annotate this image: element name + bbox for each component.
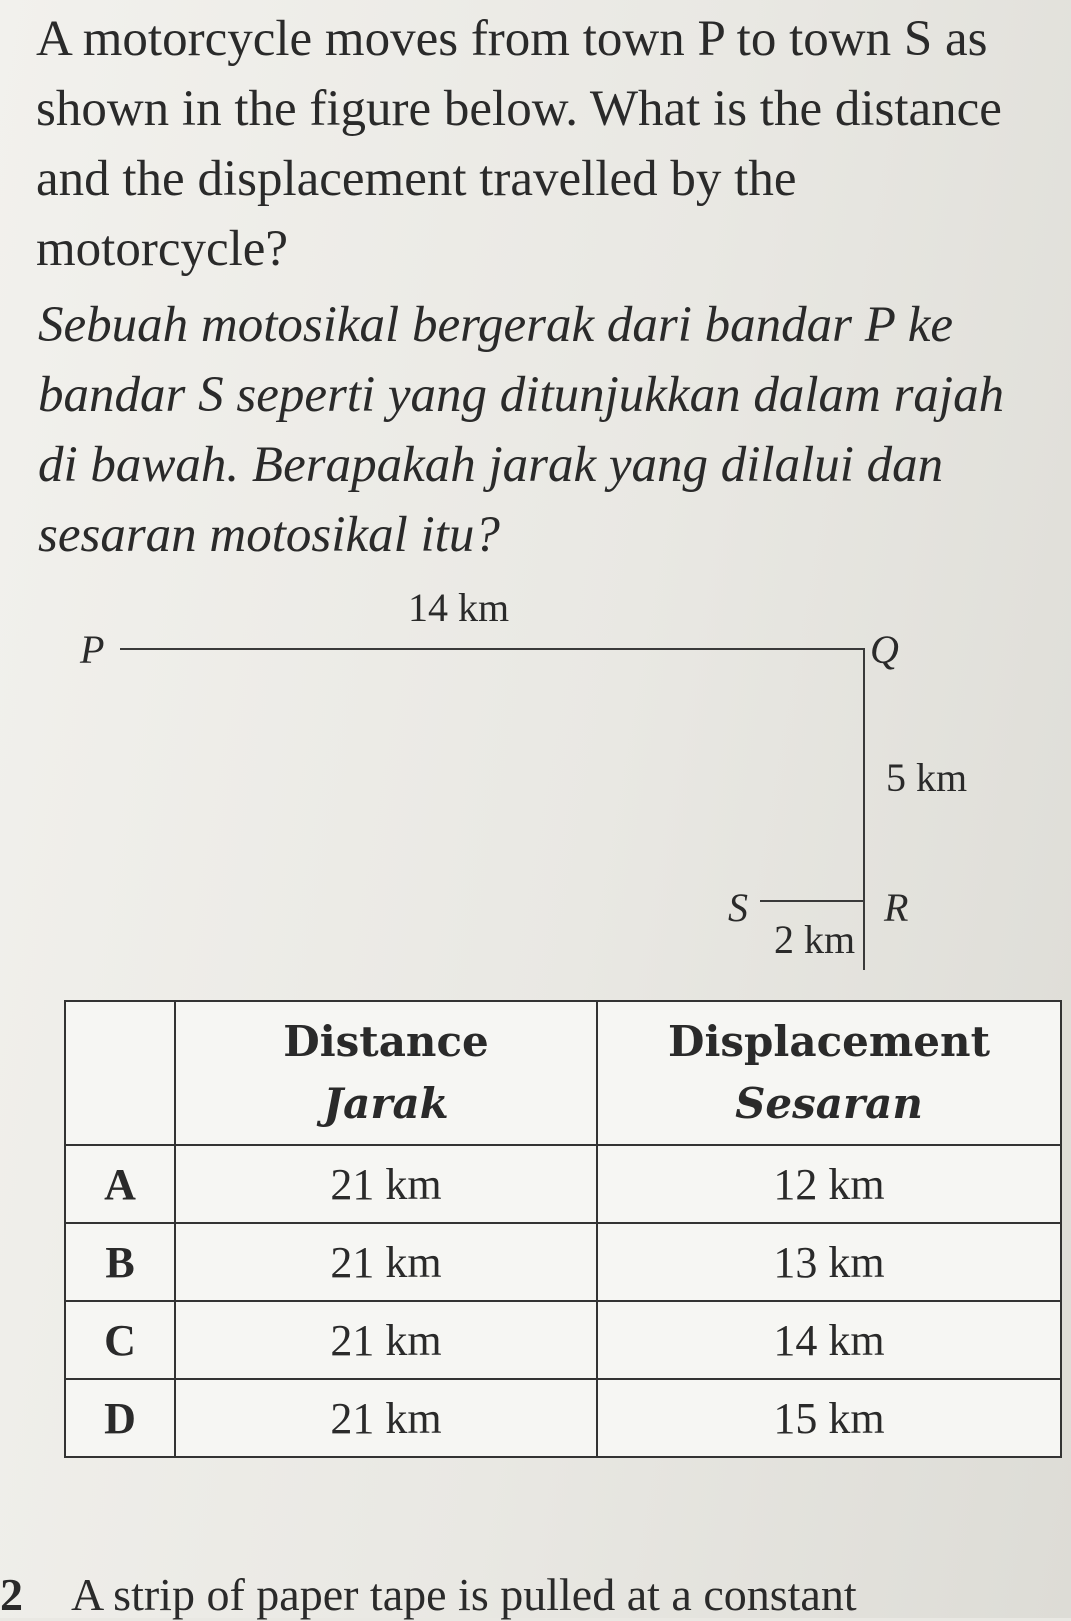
edge-qr (863, 648, 865, 970)
header-displacement (597, 1001, 1061, 1145)
option-displacement: 12 km (597, 1145, 1061, 1223)
point-q-label: Q (870, 627, 899, 672)
option-displacement: 15 km (597, 1379, 1061, 1457)
header-option (65, 1001, 175, 1145)
option-letter: D (65, 1379, 175, 1457)
option-displacement: 13 km (597, 1223, 1061, 1301)
edge-qr-length: 5 km (886, 755, 968, 800)
header-displacement-en: Displacement (668, 1017, 990, 1066)
point-r-label: R (884, 885, 909, 930)
edge-rs-length: 2 km (774, 917, 856, 962)
route-figure (0, 580, 1071, 980)
next-question-text: A strip of paper tape is pulled at a constant (71, 1569, 857, 1620)
point-p-label: P (80, 627, 105, 672)
next-question-number: 2 (0, 1569, 23, 1620)
question-text-english: A motorcycle moves from town P to town S as shown in the figure below. What is the distance and the displacement travelled by the motorcycle? (36, 11, 1002, 277)
table-row[interactable] (65, 1301, 1061, 1379)
option-letter: B (65, 1223, 175, 1301)
option-displacement: 14 km (597, 1301, 1061, 1379)
option-letter: A (65, 1145, 175, 1223)
table-header-row (65, 1001, 1061, 1145)
header-distance (175, 1001, 597, 1145)
option-distance: 21 km (175, 1223, 597, 1301)
table-row[interactable] (65, 1379, 1061, 1457)
table-row[interactable] (65, 1223, 1061, 1301)
option-distance: 21 km (175, 1145, 597, 1223)
table-row[interactable] (65, 1145, 1061, 1223)
option-distance: 21 km (175, 1379, 597, 1457)
next-question (0, 1568, 857, 1621)
header-distance-en: Distance (283, 1017, 489, 1066)
answer-options-table (64, 1000, 1062, 1458)
edge-pq (120, 648, 865, 650)
option-letter: C (65, 1301, 175, 1379)
point-s-label: S (728, 885, 748, 930)
option-distance: 21 km (175, 1301, 597, 1379)
edge-rs (760, 900, 865, 902)
header-distance-ms: Jarak (323, 1079, 449, 1128)
header-displacement-ms: Sesaran (735, 1079, 923, 1128)
edge-pq-length: 14 km (408, 585, 510, 630)
question-text-malay: Sebuah motosikal bergerak dari bandar P ke bandar S seperti yang ditunjukkan dalam rajah di bawah. Berapakah jarak yang dilalui dan sesaran motosikal itu? (38, 297, 1005, 563)
